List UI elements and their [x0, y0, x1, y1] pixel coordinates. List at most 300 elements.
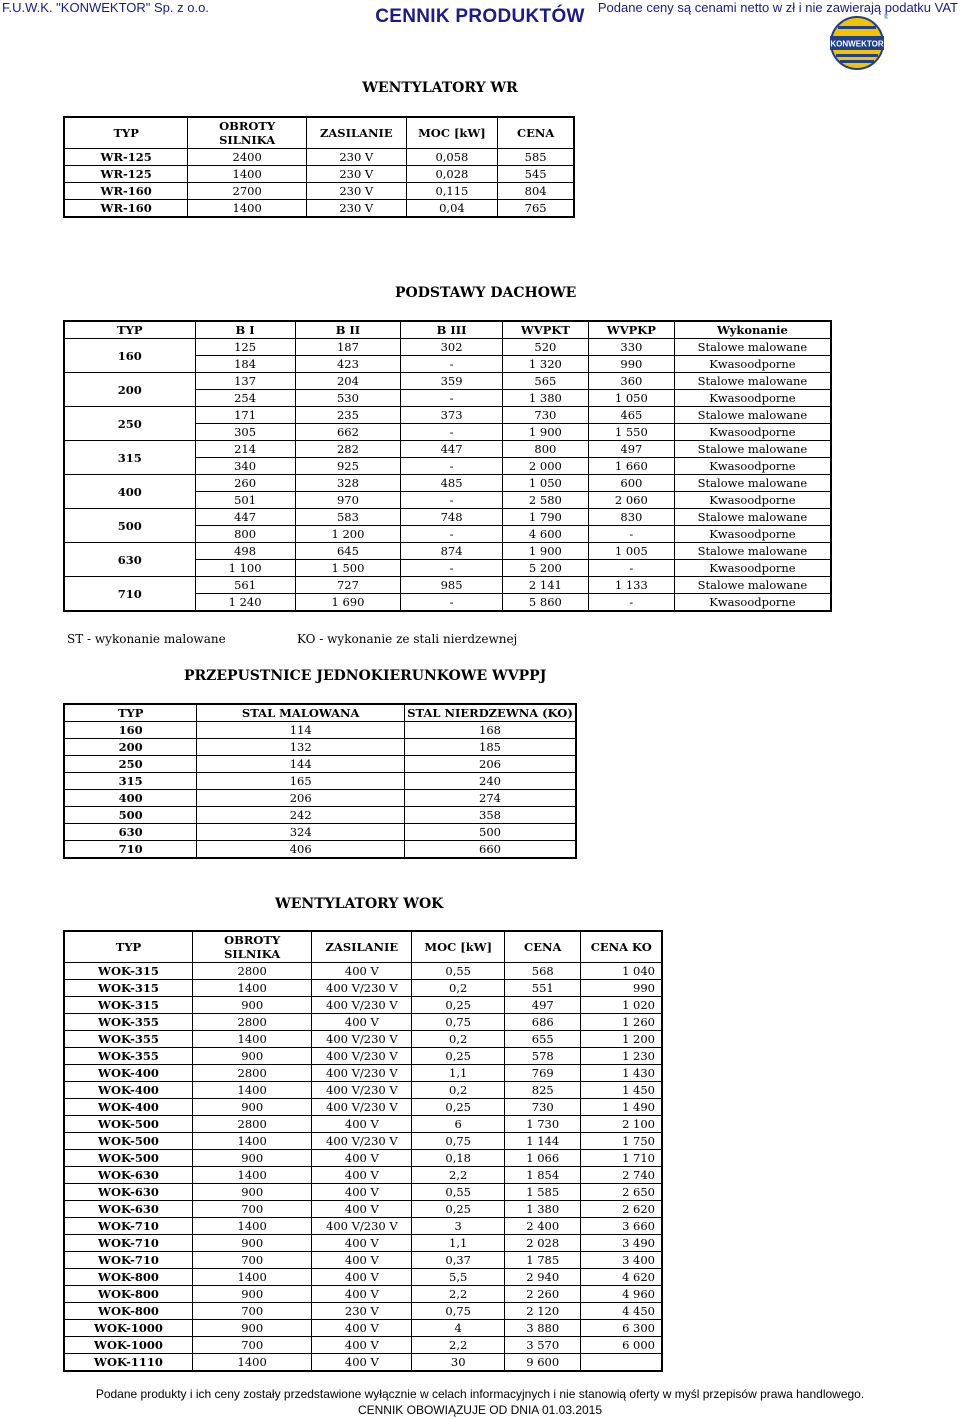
table-cell: 328 — [295, 475, 401, 492]
table-cell: 4 620 — [581, 1269, 662, 1286]
table-cell: 400 V/230 V — [312, 1082, 412, 1099]
wr-title: WENTYLATORY WR — [362, 80, 518, 96]
table-cell: WOK-1000 — [64, 1320, 192, 1337]
table-cell: 3 — [412, 1218, 505, 1235]
table-cell: 568 — [505, 963, 581, 980]
table-cell: 235 — [295, 407, 401, 424]
table-cell: WOK-800 — [64, 1286, 192, 1303]
footer-disclaimer: Podane produkty i ich ceny zostały przedstawione wyłącznie w celach informacyjnych i nie stanowią oferty w myśl przepisów prawa handlowego. — [95, 1387, 865, 1401]
column-header: STAL MALOWANA — [197, 704, 405, 722]
table-row — [64, 1065, 662, 1082]
table-cell: 400 V — [312, 1286, 412, 1303]
type-cell: 400 — [64, 475, 195, 509]
table-cell: 360 — [588, 373, 674, 390]
table-cell: 0,04 — [406, 200, 498, 218]
table-cell: 1 785 — [505, 1252, 581, 1269]
table-cell: 1,1 — [412, 1065, 505, 1082]
table-cell: 2 620 — [581, 1201, 662, 1218]
table-cell: 184 — [195, 356, 295, 373]
table-cell: 700 — [192, 1252, 311, 1269]
table-cell: 1400 — [192, 1354, 311, 1372]
table-cell: 501 — [195, 492, 295, 509]
table-cell: WOK-500 — [64, 1133, 192, 1150]
table-cell: 0,25 — [412, 1201, 505, 1218]
table-cell: 825 — [505, 1082, 581, 1099]
table-row — [64, 722, 576, 739]
table-cell: 900 — [192, 1320, 311, 1337]
table-cell: 700 — [192, 1337, 311, 1354]
table-cell: 1 260 — [581, 1014, 662, 1031]
table-row — [64, 1133, 662, 1150]
table-cell: 0,75 — [412, 1133, 505, 1150]
table-cell: 400 V/230 V — [312, 1031, 412, 1048]
table-cell: Kwasoodporne — [674, 560, 831, 577]
table-cell: 447 — [401, 441, 503, 458]
table-cell: WOK-315 — [64, 997, 192, 1014]
table-cell: 730 — [502, 407, 588, 424]
table-cell: 4 600 — [502, 526, 588, 543]
table-cell: 2 028 — [505, 1235, 581, 1252]
table-cell: 1 020 — [581, 997, 662, 1014]
table-cell: Kwasoodporne — [674, 390, 831, 407]
wok-title: WENTYLATORY WOK — [275, 896, 444, 912]
table-cell: 700 — [192, 1201, 311, 1218]
type-cell: 250 — [64, 407, 195, 441]
table-cell: 137 — [195, 373, 295, 390]
table-row — [64, 1269, 662, 1286]
table-cell: 0,55 — [412, 963, 505, 980]
table-cell: 144 — [197, 756, 405, 773]
table-cell: 400 V — [312, 1269, 412, 1286]
table-cell: 400 V — [312, 1167, 412, 1184]
table-cell: 3 400 — [581, 1252, 662, 1269]
table-cell: 925 — [295, 458, 401, 475]
table-cell: 1 730 — [505, 1116, 581, 1133]
table-cell: 250 — [64, 756, 197, 773]
table-cell: 305 — [195, 424, 295, 441]
table-cell: 204 — [295, 373, 401, 390]
table-cell: 1 320 — [502, 356, 588, 373]
table-cell: 0,2 — [412, 1031, 505, 1048]
table-cell: 400 V — [312, 1184, 412, 1201]
table-cell: 5,5 — [412, 1269, 505, 1286]
table-cell: 565 — [502, 373, 588, 390]
table-cell: 710 — [64, 841, 197, 859]
table-cell: WOK-355 — [64, 1048, 192, 1065]
table-cell: 578 — [505, 1048, 581, 1065]
table-cell: 630 — [64, 824, 197, 841]
svg-text:®: ® — [884, 15, 888, 21]
table-cell: 800 — [195, 526, 295, 543]
table-cell: 2800 — [192, 963, 311, 980]
table-row — [64, 1286, 662, 1303]
table-cell: 168 — [405, 722, 576, 739]
table-cell: WOK-1000 — [64, 1337, 192, 1354]
table-cell: 171 — [195, 407, 295, 424]
table-cell: 400 V/230 V — [312, 1048, 412, 1065]
table-cell: 2,2 — [412, 1286, 505, 1303]
wok-table — [63, 930, 663, 1372]
table-cell: 230 V — [312, 1303, 412, 1320]
table-cell: 2 650 — [581, 1184, 662, 1201]
table-cell — [581, 1354, 662, 1372]
column-header: MOC [kW] — [412, 931, 505, 963]
table-cell: 400 V — [312, 1201, 412, 1218]
table-cell: 0,75 — [412, 1303, 505, 1320]
table-cell: 6 — [412, 1116, 505, 1133]
table-cell: 1400 — [188, 166, 307, 183]
table-cell: 423 — [295, 356, 401, 373]
table-cell: - — [588, 526, 674, 543]
table-cell: 1400 — [192, 980, 311, 997]
table-cell: Kwasoodporne — [674, 356, 831, 373]
table-cell: 900 — [192, 1150, 311, 1167]
table-cell: 900 — [192, 1235, 311, 1252]
table-cell: 114 — [197, 722, 405, 739]
table-cell: 0,25 — [412, 1048, 505, 1065]
column-header: OBROTY SILNIKA — [192, 931, 311, 963]
table-cell: 2 141 — [502, 577, 588, 594]
table-cell: 400 V — [312, 1014, 412, 1031]
table-cell: 400 V/230 V — [312, 997, 412, 1014]
column-header: CENA — [498, 117, 574, 149]
table-cell: 0,2 — [412, 980, 505, 997]
table-cell: 2 260 — [505, 1286, 581, 1303]
table-cell: Stalowe malowane — [674, 475, 831, 492]
column-header: TYP — [64, 117, 188, 149]
table-row — [64, 997, 662, 1014]
table-cell: 1 900 — [502, 424, 588, 441]
table-row — [64, 509, 831, 526]
legend-ko: KO - wykonanie ze stali nierdzewnej — [297, 632, 518, 646]
table-cell: WOK-355 — [64, 1031, 192, 1048]
table-cell: 583 — [295, 509, 401, 526]
table-cell: 551 — [505, 980, 581, 997]
table-cell: 9 600 — [505, 1354, 581, 1372]
table-cell: Stalowe malowane — [674, 339, 831, 356]
podstawy-table — [63, 320, 832, 612]
table-cell: WOK-400 — [64, 1065, 192, 1082]
table-cell: 1 490 — [581, 1099, 662, 1116]
table-cell: 5 200 — [502, 560, 588, 577]
table-cell: 1 854 — [505, 1167, 581, 1184]
table-cell: 206 — [405, 756, 576, 773]
table-cell: 765 — [498, 200, 574, 218]
table-cell: WR-160 — [64, 183, 188, 200]
table-cell: 1 710 — [581, 1150, 662, 1167]
table-cell: 1 200 — [581, 1031, 662, 1048]
table-cell: 700 — [192, 1303, 311, 1320]
table-cell: 830 — [588, 509, 674, 526]
table-cell: 660 — [405, 841, 576, 859]
table-cell: 2700 — [188, 183, 307, 200]
table-cell: 230 V — [307, 200, 407, 218]
table-cell: - — [401, 356, 503, 373]
table-cell: 0,75 — [412, 1014, 505, 1031]
table-cell: 874 — [401, 543, 503, 560]
table-cell: 730 — [505, 1099, 581, 1116]
table-cell: 520 — [502, 339, 588, 356]
table-cell: 132 — [197, 739, 405, 756]
table-cell: 0,37 — [412, 1252, 505, 1269]
table-cell: 4 450 — [581, 1303, 662, 1320]
logo-text: KONWEKTOR — [830, 39, 884, 49]
table-cell: 1 100 — [195, 560, 295, 577]
table-row — [64, 373, 831, 390]
table-row — [64, 543, 831, 560]
table-cell: - — [401, 492, 503, 509]
column-header: OBROTY SILNIKA — [188, 117, 307, 149]
table-cell: 2 100 — [581, 1116, 662, 1133]
table-row — [64, 1354, 662, 1372]
table-cell: WOK-630 — [64, 1201, 192, 1218]
table-cell: 400 V/230 V — [312, 1133, 412, 1150]
table-cell: 1 790 — [502, 509, 588, 526]
column-header: STAL NIERDZEWNA (KO) — [405, 704, 576, 722]
table-cell: WOK-710 — [64, 1252, 192, 1269]
table-cell: 0,25 — [412, 997, 505, 1014]
table-cell: 1 133 — [588, 577, 674, 594]
table-cell: 2 000 — [502, 458, 588, 475]
table-cell: 1 430 — [581, 1065, 662, 1082]
table-cell: 400 — [64, 790, 197, 807]
column-header: B II — [295, 321, 401, 339]
table-cell: 561 — [195, 577, 295, 594]
table-cell: 230 V — [307, 166, 407, 183]
table-cell: - — [401, 560, 503, 577]
table-row — [64, 790, 576, 807]
wvppj-title: PRZEPUSTNICE JEDNOKIERUNKOWE WVPPJ — [184, 668, 547, 684]
table-cell: 1 660 — [588, 458, 674, 475]
wvppj-table — [63, 703, 577, 859]
table-cell: 0,028 — [406, 166, 498, 183]
table-cell: 1400 — [192, 1269, 311, 1286]
table-cell: WOK-400 — [64, 1099, 192, 1116]
table-cell: 125 — [195, 339, 295, 356]
table-row — [64, 824, 576, 841]
table-cell: 358 — [405, 807, 576, 824]
column-header: TYP — [64, 704, 197, 722]
table-cell: WOK-800 — [64, 1303, 192, 1320]
table-row — [64, 200, 574, 218]
table-cell: 2 740 — [581, 1167, 662, 1184]
table-cell: 187 — [295, 339, 401, 356]
table-row — [64, 1320, 662, 1337]
table-cell: - — [401, 458, 503, 475]
table-cell: 970 — [295, 492, 401, 509]
table-cell: 400 V — [312, 1252, 412, 1269]
table-cell: 497 — [588, 441, 674, 458]
table-cell: 200 — [64, 739, 197, 756]
table-cell: 530 — [295, 390, 401, 407]
table-cell: 662 — [295, 424, 401, 441]
table-cell: 274 — [405, 790, 576, 807]
table-cell: 0,25 — [412, 1099, 505, 1116]
table-cell: 2400 — [188, 149, 307, 166]
table-row — [64, 1082, 662, 1099]
table-cell: 3 880 — [505, 1320, 581, 1337]
table-cell: Stalowe malowane — [674, 373, 831, 390]
column-header: WVPKT — [502, 321, 588, 339]
column-header: ZASILANIE — [312, 931, 412, 963]
table-cell: 2800 — [192, 1116, 311, 1133]
table-cell: 242 — [197, 807, 405, 824]
table-row — [64, 1099, 662, 1116]
table-cell: 900 — [192, 1286, 311, 1303]
column-header: WVPKP — [588, 321, 674, 339]
table-cell: - — [401, 424, 503, 441]
table-cell: 400 V — [312, 1337, 412, 1354]
type-cell: 200 — [64, 373, 195, 407]
table-row — [64, 1031, 662, 1048]
type-cell: 500 — [64, 509, 195, 543]
column-header: TYP — [64, 931, 192, 963]
table-cell: 260 — [195, 475, 295, 492]
table-cell: 230 V — [307, 149, 407, 166]
table-cell: 302 — [401, 339, 503, 356]
column-header: CENA — [505, 931, 581, 963]
table-cell: Kwasoodporne — [674, 526, 831, 543]
page-title: CENNIK PRODUKTÓW — [375, 6, 585, 27]
table-cell: WOK-315 — [64, 963, 192, 980]
table-cell: 406 — [197, 841, 405, 859]
table-cell: 373 — [401, 407, 503, 424]
table-row — [64, 1218, 662, 1235]
table-row — [64, 166, 574, 183]
table-cell: 1 240 — [195, 594, 295, 612]
table-cell: 1 050 — [502, 475, 588, 492]
table-cell: Stalowe malowane — [674, 441, 831, 458]
table-cell: 185 — [405, 739, 576, 756]
table-cell: 400 V — [312, 1354, 412, 1372]
table-row — [64, 1252, 662, 1269]
table-cell: 900 — [192, 997, 311, 1014]
table-row — [64, 1150, 662, 1167]
table-cell: 2 580 — [502, 492, 588, 509]
column-header: TYP — [64, 321, 195, 339]
table-cell: 0,18 — [412, 1150, 505, 1167]
table-cell: 1400 — [192, 1167, 311, 1184]
table-cell: WOK-710 — [64, 1218, 192, 1235]
table-cell: 769 — [505, 1065, 581, 1082]
table-row — [64, 1014, 662, 1031]
table-cell: 2,2 — [412, 1337, 505, 1354]
table-cell: 985 — [401, 577, 503, 594]
table-cell: WOK-400 — [64, 1082, 192, 1099]
table-cell: 400 V — [312, 1116, 412, 1133]
column-header: CENA KO — [581, 931, 662, 963]
table-cell: 214 — [195, 441, 295, 458]
table-cell: Stalowe malowane — [674, 543, 831, 560]
table-cell: 1 050 — [588, 390, 674, 407]
table-cell: 315 — [64, 773, 197, 790]
table-cell: 498 — [195, 543, 295, 560]
table-cell: 1 690 — [295, 594, 401, 612]
table-cell: 1 380 — [502, 390, 588, 407]
table-cell: - — [588, 560, 674, 577]
table-cell: 400 V/230 V — [312, 1065, 412, 1082]
table-cell: 400 V/230 V — [312, 1099, 412, 1116]
table-cell: 1 230 — [581, 1048, 662, 1065]
table-row — [64, 739, 576, 756]
table-row — [64, 475, 831, 492]
table-cell: 804 — [498, 183, 574, 200]
type-cell: 160 — [64, 339, 195, 373]
table-cell: 160 — [64, 722, 197, 739]
table-cell: 1 500 — [295, 560, 401, 577]
table-cell: 0,115 — [406, 183, 498, 200]
type-cell: 710 — [64, 577, 195, 612]
table-cell: Stalowe malowane — [674, 509, 831, 526]
company-name: F.U.W.K. "KONWEKTOR" Sp. z o.o. — [2, 0, 209, 15]
table-row — [64, 807, 576, 824]
table-cell: 1400 — [192, 1133, 311, 1150]
table-row — [64, 1303, 662, 1320]
table-row — [64, 1337, 662, 1354]
table-cell: 748 — [401, 509, 503, 526]
legend-st: ST - wykonanie malowane — [67, 632, 226, 646]
table-cell: Kwasoodporne — [674, 594, 831, 612]
table-cell: 645 — [295, 543, 401, 560]
column-header: Wykonanie — [674, 321, 831, 339]
table-cell: 900 — [192, 1184, 311, 1201]
table-cell: 330 — [588, 339, 674, 356]
table-cell: WR-160 — [64, 200, 188, 218]
table-cell: 282 — [295, 441, 401, 458]
table-cell: 1400 — [192, 1218, 311, 1235]
table-cell: 0,2 — [412, 1082, 505, 1099]
table-cell: - — [401, 526, 503, 543]
table-row — [64, 980, 662, 997]
table-cell: 1 380 — [505, 1201, 581, 1218]
type-cell: 315 — [64, 441, 195, 475]
table-cell: 4 960 — [581, 1286, 662, 1303]
column-header: B I — [195, 321, 295, 339]
column-header: MOC [kW] — [406, 117, 498, 149]
table-cell: 1 750 — [581, 1133, 662, 1150]
table-cell: 400 V/230 V — [312, 980, 412, 997]
table-cell: 240 — [405, 773, 576, 790]
table-cell: 340 — [195, 458, 295, 475]
table-cell: 2 940 — [505, 1269, 581, 1286]
table-row — [64, 149, 574, 166]
table-cell: 400 V — [312, 1320, 412, 1337]
table-cell: 0,058 — [406, 149, 498, 166]
table-cell: Kwasoodporne — [674, 458, 831, 475]
table-cell: 900 — [192, 1048, 311, 1065]
table-cell: WR-125 — [64, 166, 188, 183]
table-row — [64, 1167, 662, 1184]
table-cell: Stalowe malowane — [674, 577, 831, 594]
table-row — [64, 1048, 662, 1065]
table-cell: 1 040 — [581, 963, 662, 980]
table-row — [64, 1116, 662, 1133]
table-cell: WOK-710 — [64, 1235, 192, 1252]
table-cell: 1 200 — [295, 526, 401, 543]
table-cell: 400 V — [312, 1235, 412, 1252]
table-cell: - — [401, 390, 503, 407]
table-cell: 990 — [581, 980, 662, 997]
table-cell: Kwasoodporne — [674, 424, 831, 441]
table-cell: 1 900 — [502, 543, 588, 560]
table-row — [64, 963, 662, 980]
table-cell: 485 — [401, 475, 503, 492]
table-cell: 1,1 — [412, 1235, 505, 1252]
type-cell: 630 — [64, 543, 195, 577]
table-row — [64, 1235, 662, 1252]
footer-valid-date: CENNIK OBOWIĄZUJE OD DNIA 01.03.2015 — [357, 1403, 603, 1417]
column-header: ZASILANIE — [307, 117, 407, 149]
